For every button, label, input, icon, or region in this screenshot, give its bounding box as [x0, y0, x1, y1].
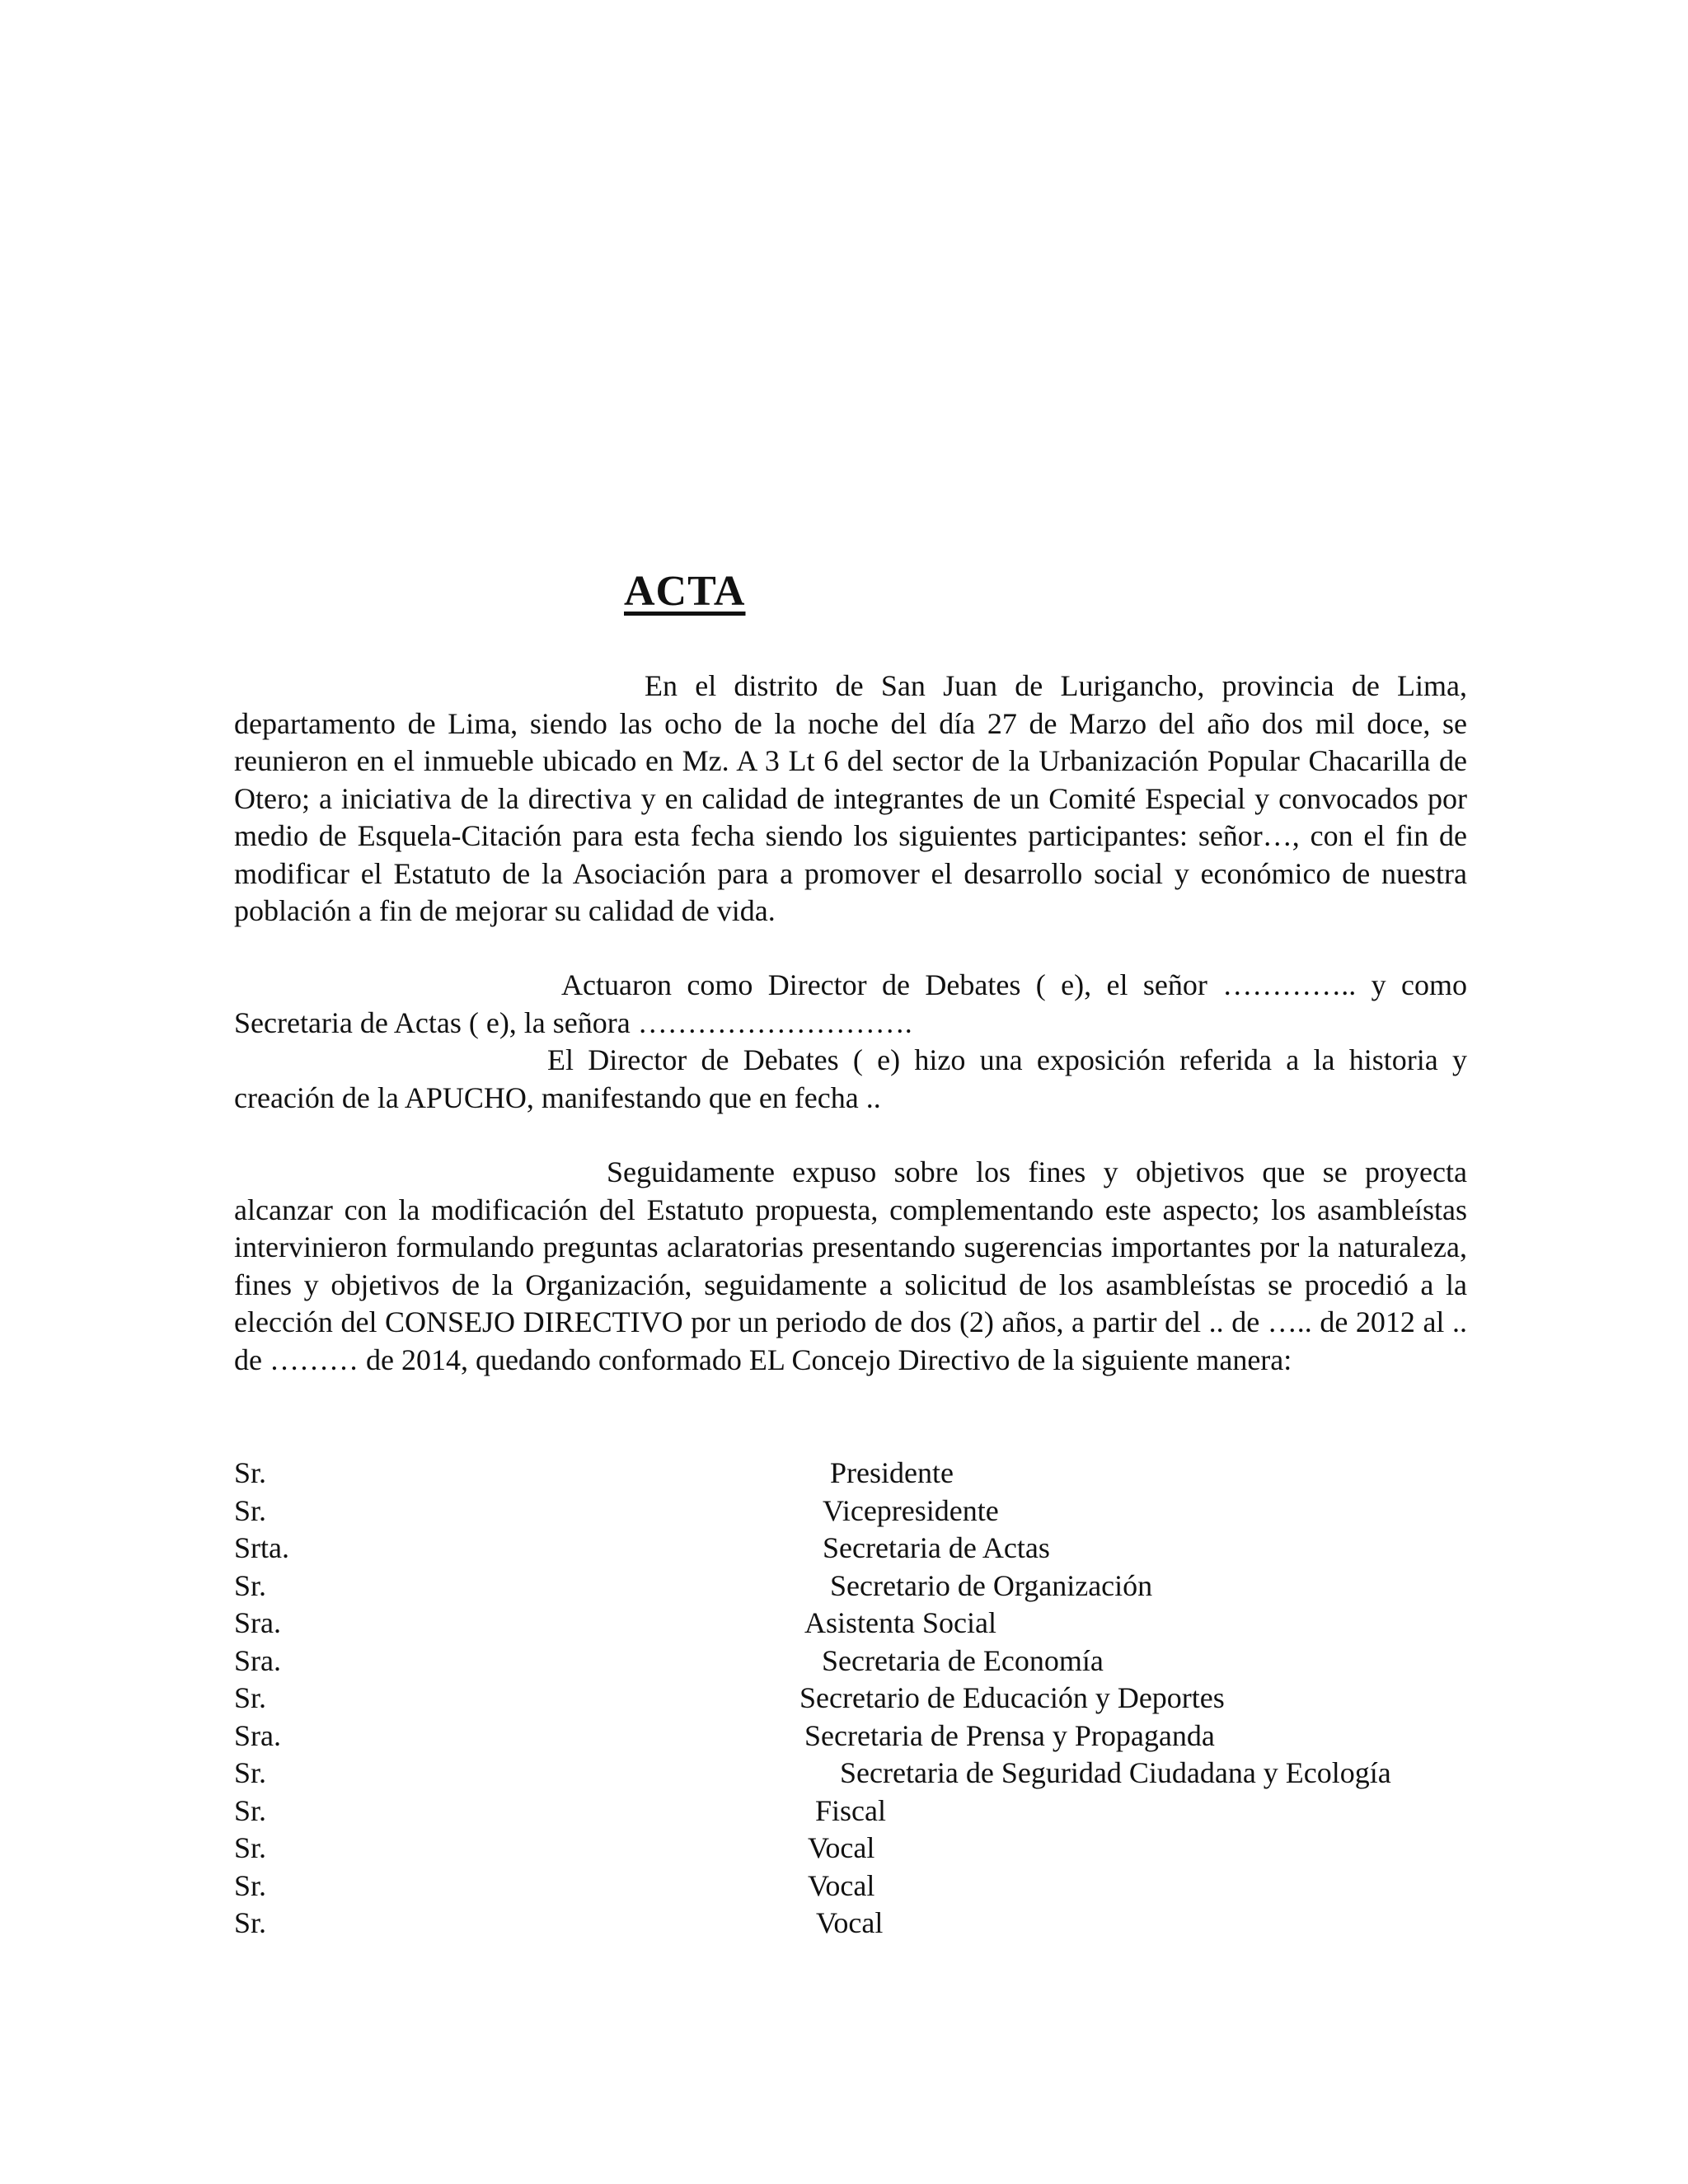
council-honorific: Sra. — [234, 1643, 281, 1677]
council-row — [234, 1755, 1470, 1793]
council-position: Vocal — [816, 1906, 884, 1939]
council-row — [234, 1793, 1470, 1830]
election-paragraph: Seguidamente expuso sobre los fines y objetivos que se proyecta alcanzar con la modificación del Estatuto propuesta, complementando este aspecto; los asambleístas intervinieron formulando preguntas aclaratorias presentando sugerencias importantes por la naturaleza, fines y objetivos de la Organización, seguidamente a solicitud de los asambleístas se procedió a la elección del CONSEJO DIRECTIVO por un periodo de dos (2) años, a partir del .. de ….. de 2012 al .. de ……… de 2014, quedando conformado EL Concejo Directivo de la siguiente manera: — [234, 1155, 1467, 1376]
council-position: Fiscal — [815, 1793, 886, 1827]
council-row — [234, 1568, 1470, 1605]
council-honorific: Srta. — [234, 1531, 289, 1564]
council-honorific: Sr. — [234, 1831, 267, 1864]
council-position: Secretaria de Actas — [823, 1531, 1050, 1564]
council-row — [234, 1718, 1470, 1755]
council-honorific: Sr. — [234, 1793, 267, 1827]
council-position: Vocal — [808, 1868, 875, 1902]
council-position: Secretaria de Economía — [822, 1643, 1104, 1677]
council-row — [234, 1605, 1470, 1643]
document-title: ACTA — [624, 568, 746, 615]
council-row — [234, 1905, 1470, 1943]
council-position: Vicepresidente — [823, 1493, 999, 1527]
council-honorific: Sra. — [234, 1718, 281, 1752]
council-position: Presidente — [830, 1456, 954, 1489]
council-row — [234, 1643, 1470, 1680]
council-row — [234, 1680, 1470, 1718]
council-row — [234, 1455, 1470, 1493]
council-honorific: Sra. — [234, 1606, 281, 1639]
council-row — [234, 1493, 1470, 1530]
council-honorific: Sr. — [234, 1568, 267, 1602]
council-honorific: Sr. — [234, 1456, 267, 1489]
council-position: Secretario de Organización — [830, 1568, 1153, 1602]
council-honorific: Sr. — [234, 1906, 267, 1939]
council-position: Secretaria de Seguridad Ciudadana y Ecología — [840, 1756, 1391, 1789]
council-position: Vocal — [808, 1831, 875, 1864]
council-position: Secretario de Educación y Deportes — [799, 1681, 1225, 1714]
council-honorific: Sr. — [234, 1681, 267, 1714]
council-row — [234, 1868, 1470, 1905]
council-position: Asistenta Social — [804, 1606, 996, 1639]
council-row — [234, 1830, 1470, 1868]
council-honorific: Sr. — [234, 1868, 267, 1902]
exposition-paragraph: El Director de Debates ( e) hizo una exposición referida a la historia y creación de la APUCHO, manifestando que en fecha .. — [234, 1043, 1467, 1114]
council-row — [234, 1530, 1470, 1568]
council-honorific: Sr. — [234, 1493, 267, 1527]
council-list — [234, 1455, 1470, 1943]
officials-paragraph: Actuaron como Director de Debates ( e), el señor ………….. y como Secretaria de Actas ( e), la señora ………………………. — [234, 968, 1467, 1039]
opening-paragraph: En el distrito de San Juan de Lurigancho, provincia de Lima, departamento de Lima, siendo las ocho de la noche del día 27 de Marzo del año dos mil doce, se reunieron en el inmueble ubicado en Mz. A 3 Lt 6 del sector de la Urbanización Popular Chacarilla de Otero; a iniciativa de la directiva y en calidad de integrantes de un Comité Especial y convocados por medio de Esquela-Citación para esta fecha siendo los siguientes participantes: señor…, con el fin de modificar el Estatuto de la Asociación para a promover el desarrollo social y económico de nuestra población a fin de mejorar su calidad de vida. — [234, 669, 1467, 927]
council-honorific: Sr. — [234, 1756, 267, 1789]
council-position: Secretaria de Prensa y Propaganda — [804, 1718, 1215, 1752]
